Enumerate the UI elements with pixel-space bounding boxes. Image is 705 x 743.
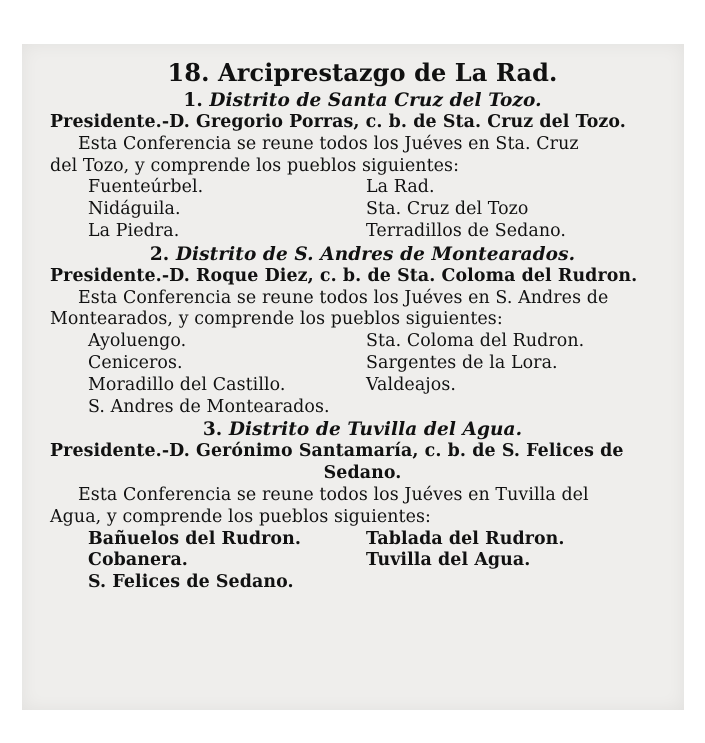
village: La Rad. bbox=[366, 177, 435, 198]
village: Bañuelos del Rudron. bbox=[88, 528, 301, 549]
district-number: 2. bbox=[149, 243, 170, 265]
village: Ayoluengo. bbox=[88, 331, 187, 352]
village: Nidáguila. bbox=[88, 199, 181, 220]
village: Terradillos de Sedano. bbox=[366, 220, 567, 241]
conference-text: Esta Conferencia se reune todos los Juéves en Tuvilla del bbox=[78, 484, 589, 505]
district-heading bbox=[50, 243, 675, 266]
president-line: Presidente.-D. Gerónimo Santamaría, c. b. de S. Felices de bbox=[50, 441, 624, 462]
book-page bbox=[22, 44, 684, 710]
conference-text: Montearados, y comprende los pueblos siguientes: bbox=[50, 309, 503, 330]
village: S. Felices de Sedano. bbox=[88, 572, 294, 593]
village: Sta. Cruz del Tozo bbox=[366, 199, 529, 220]
village: Ceniceros. bbox=[88, 352, 183, 373]
village-list bbox=[50, 331, 675, 396]
village: Sta. Coloma del Rudron. bbox=[366, 331, 585, 352]
village-list bbox=[50, 529, 675, 573]
district-number: 1. bbox=[183, 90, 203, 111]
district-name: Distrito de Santa Cruz del Tozo. bbox=[209, 90, 542, 111]
village: Tuvilla del Agua. bbox=[366, 550, 531, 571]
district-name: Distrito de Tuvilla del Agua. bbox=[228, 419, 523, 441]
village: Moradillo del Castillo. bbox=[88, 374, 286, 395]
conference-text: del Tozo, y comprende los pueblos siguientes: bbox=[50, 155, 460, 176]
village: Valdeajos. bbox=[366, 374, 456, 395]
page-content bbox=[50, 58, 675, 594]
village: La Piedra. bbox=[88, 220, 180, 241]
conference-text: Esta Conferencia se reune todos los Juéves en Sta. Cruz bbox=[78, 133, 579, 154]
district-heading bbox=[50, 89, 675, 112]
conference-text: Agua, y comprende los pueblos siguientes: bbox=[50, 506, 432, 527]
president-line: Presidente.-D. Roque Diez, c. b. de Sta. Coloma del Rudron. bbox=[50, 265, 638, 286]
village: Sargentes de la Lora. bbox=[366, 352, 558, 373]
village: Tablada del Rudron. bbox=[366, 528, 565, 549]
page-title: 18. Arciprestazgo de La Rad. bbox=[167, 58, 558, 87]
conference-text: Esta Conferencia se reune todos los Juéves en S. Andres de bbox=[78, 287, 609, 308]
village: Fuenteúrbel. bbox=[88, 177, 204, 198]
district-heading bbox=[50, 418, 675, 441]
president-line: Presidente.-D. Gregorio Porras, c. b. de Sta. Cruz del Tozo. bbox=[50, 112, 626, 132]
village-list bbox=[50, 177, 675, 242]
district-number: 3. bbox=[202, 419, 223, 441]
president-line-continued: Sedano. bbox=[323, 463, 402, 484]
village: S. Andres de Montearados. bbox=[88, 396, 330, 417]
village: Cobanera. bbox=[88, 550, 188, 571]
district-name: Distrito de S. Andres de Montearados. bbox=[175, 243, 576, 265]
